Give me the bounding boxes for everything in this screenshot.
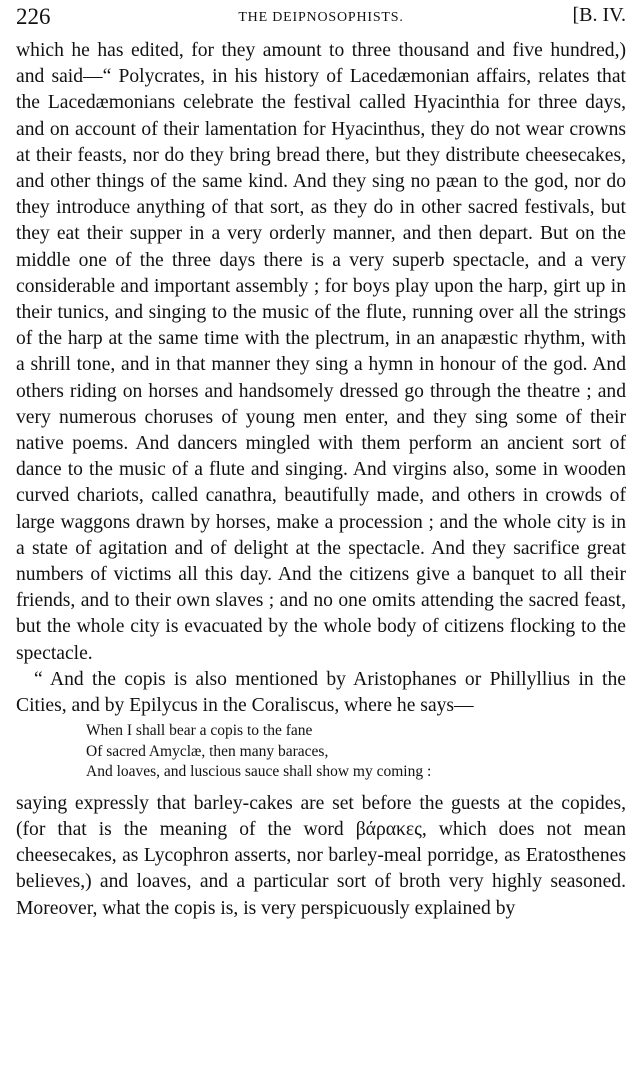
- page-header: [16, 4, 626, 38]
- verse-line-2: Of sacred Amyclæ, then many baraces,: [86, 742, 329, 760]
- paragraph-hyacinthia: which he has edited, for they amount to three thousand and five hundred,) and said—“ Polycrates, in his history of Lacedæmonian affairs, relates that the Lacedæmonians celebrate the festival called Hyacinthia for three days, and on account of their lamentation for Hyacinthus, they do not wear crowns at their feasts, nor do they bring bread there, but they distribute cheesecakes, and other things of the same kind. And they sing no pæan to the god, nor do they introduce anything of that sort, as they do in other sacred festivals, but they eat their supper in a very orderly manner, and then depart. But on the middle one of the three days there is a very superb spectacle, and a very considerable and important assembly ; for boys play upon the harp, girt up in their tunics, and singing to the music of the flute, running over all the strings of the harp at the same time with the plectrum, in an anapæstic rhythm, with a shrill tone, and in that manner they sing a hymn in honour of the god. And others riding on horses and handsomely dressed go through the theatre ; and very numerous choruses of young men enter, and they sing some of their native poems. And dancers mingled with them perform an ancient sort of dance to the music of a flute and singing. And virgins also, some in wooden curved chariots, called canathra, beautifully made, and others in crowds of large waggons drawn by horses, make a procession ; and the whole city is in a state of agitation and of delight at the spectacle. And they sacrifice great numbers of victims all this day. And the citizens give a banquet to all their friends, and to their own slaves ; and no one omits attending the sacred feast, but the whole city is evacuated by the whole body of citizens flocking to the spectacle.: [16, 40, 626, 664]
- verse-line-3: And loaves, and luscious sauce shall show my coming :: [86, 763, 432, 781]
- verse-quotation: [86, 721, 626, 783]
- paragraph-barley-cakes: saying expressly that barley-cakes are set before the guests at the copides, (for that is the meaning of the word βάρακες, which does not mean cheesecakes, as Lycophron asserts, nor barley-meal porridge, as Eratosthenes believes,) and loaves, and a particular sort of broth very highly seasoned. Moreover, what the copis is, is very perspicuously explained by: [16, 792, 626, 919]
- paragraph-copis: “ And the copis is also mentioned by Aristophanes or Phillyllius in the Cities, and by Epilycus in the Coraliscus, where he says—: [16, 668, 626, 717]
- book-page: [16, 4, 626, 922]
- verse-line-1: When I shall bear a copis to the fane: [86, 722, 313, 740]
- page-number: 226: [16, 4, 51, 29]
- book-reference: [B. IV.: [572, 4, 626, 26]
- running-title: THE DEIPNOSOPHISTS.: [238, 10, 404, 25]
